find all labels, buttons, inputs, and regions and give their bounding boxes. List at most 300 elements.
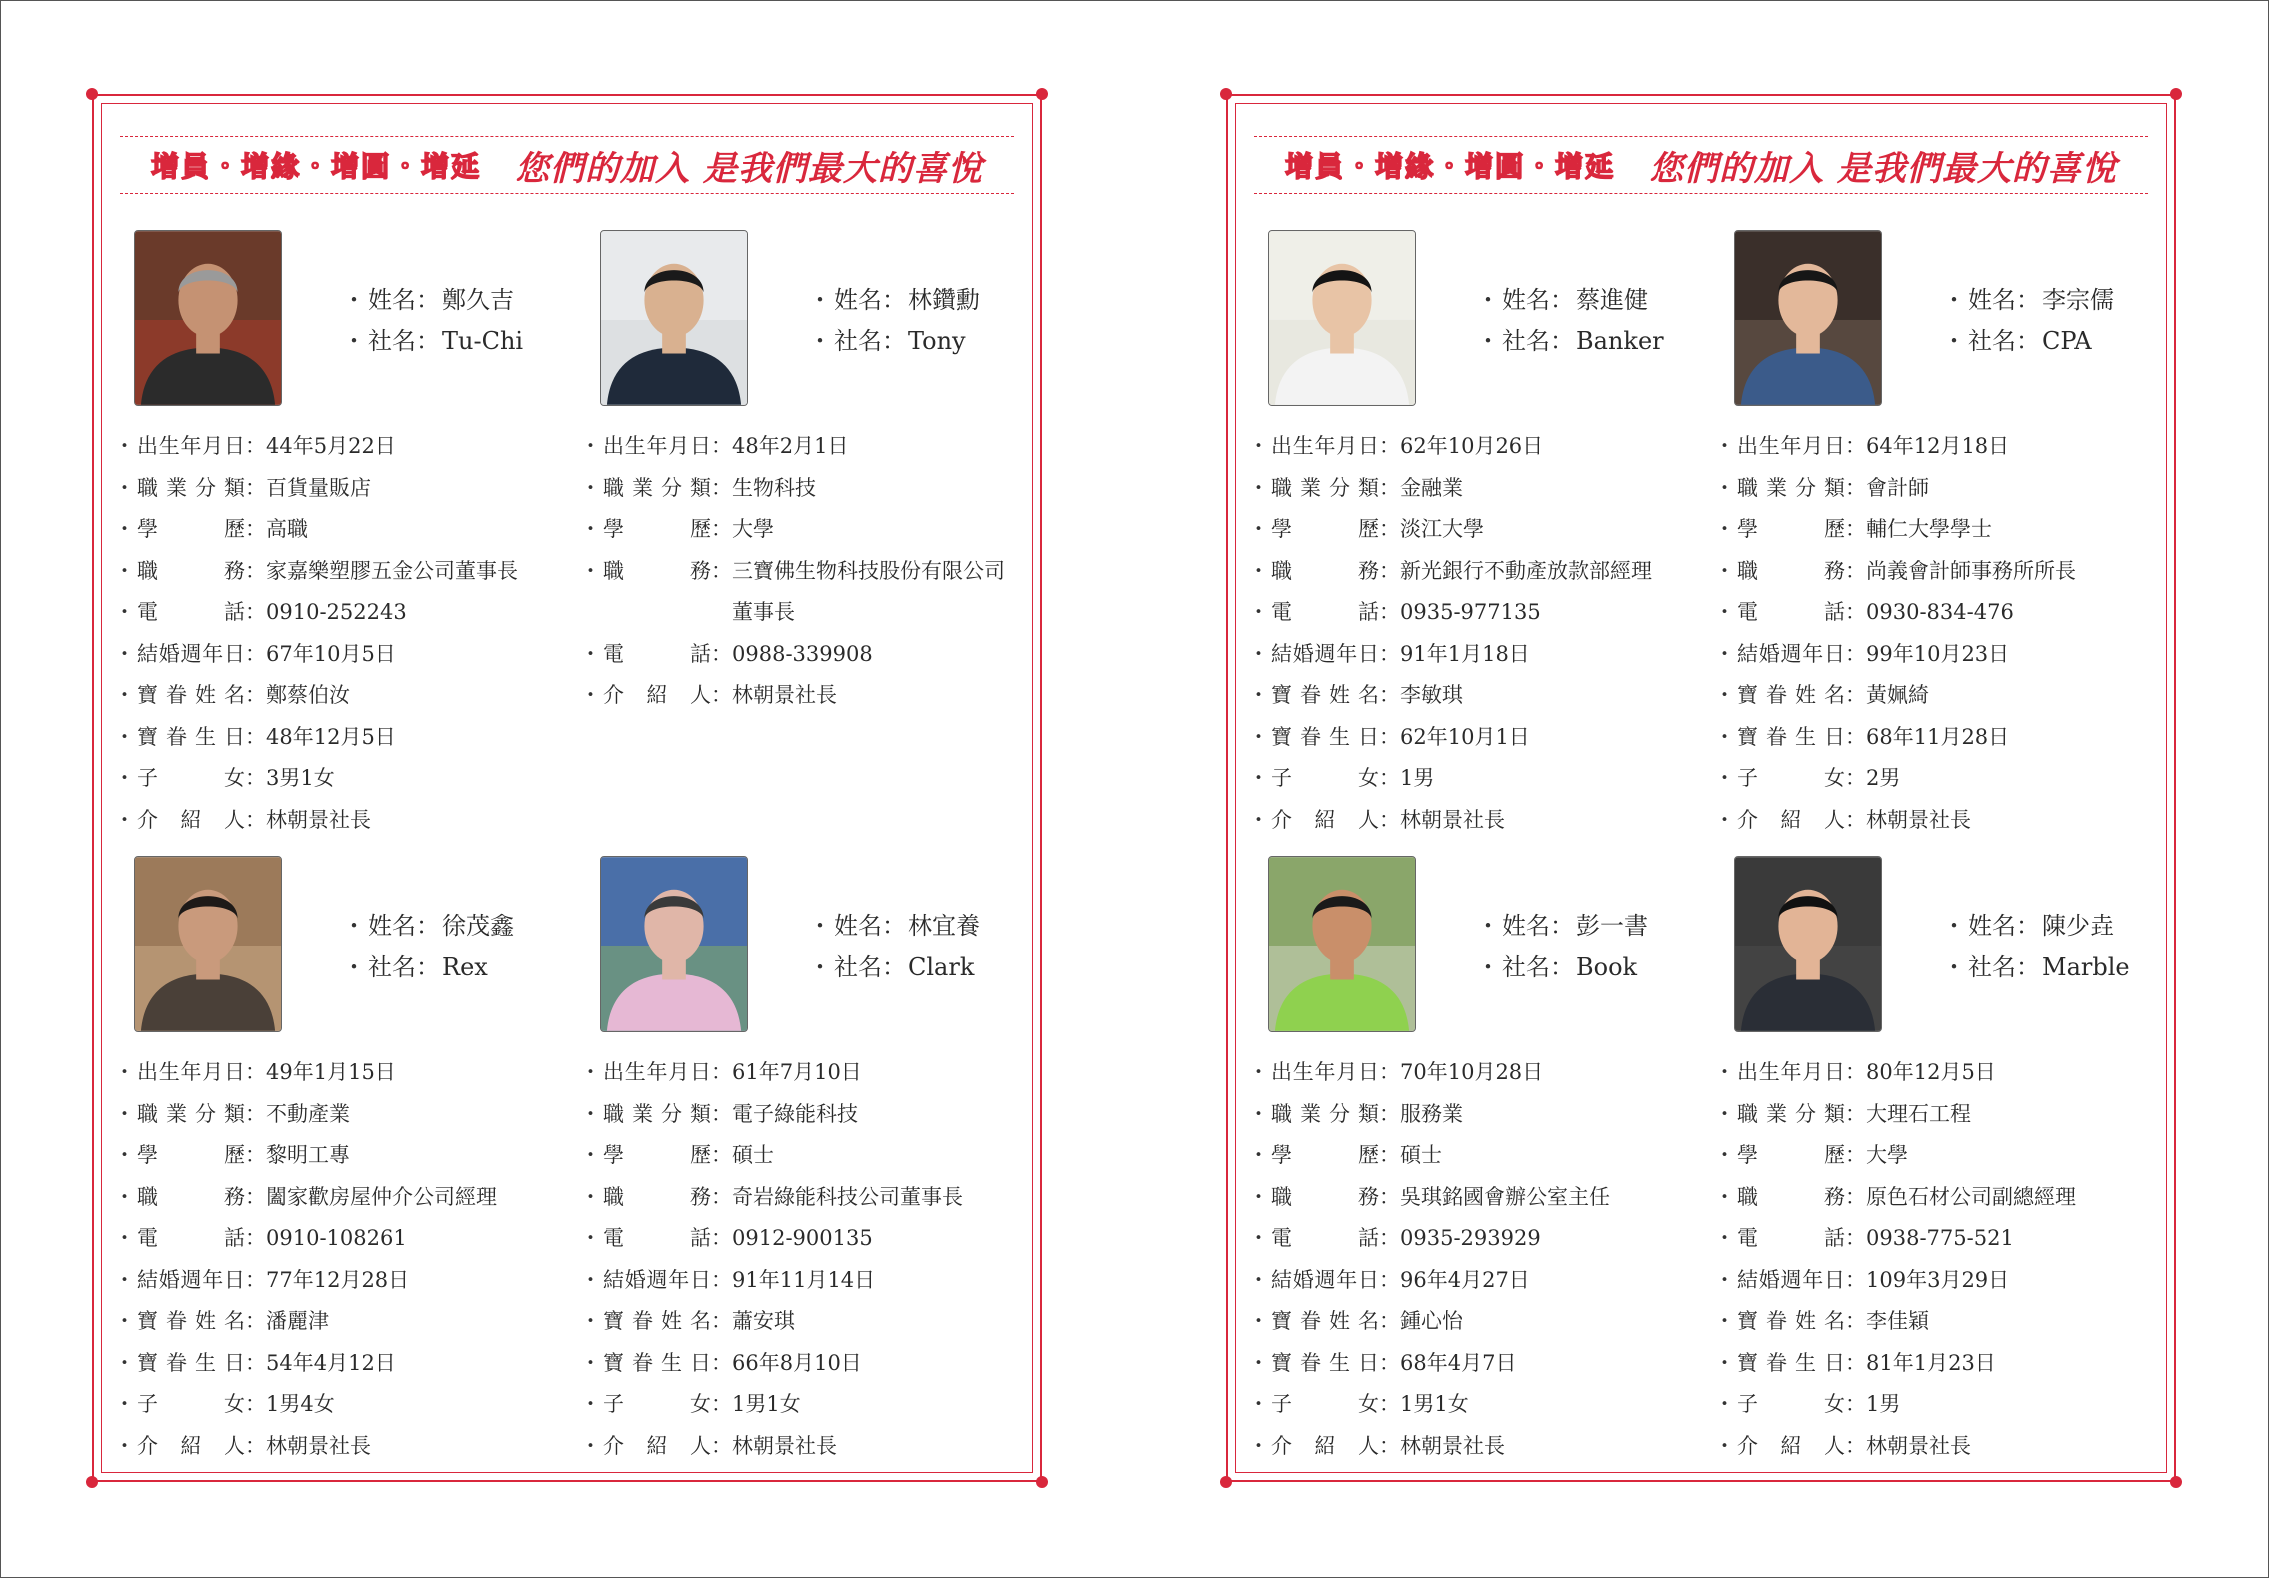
- detail-label-text: 電 話: [137, 600, 245, 624]
- detail-value: 61年7月10日: [732, 1060, 862, 1084]
- member-details: [580, 1052, 1018, 1467]
- detail-label-text: 學 歷: [137, 1143, 245, 1167]
- detail-value: 吳琪銘國會辦公室主任: [1400, 1184, 1610, 1209]
- detail-label-text: 電 話: [1737, 1226, 1845, 1250]
- detail-label-text: 寶 眷 姓 名: [137, 683, 245, 707]
- detail-value: 44年5月22日: [266, 434, 396, 458]
- detail-row-education: [580, 509, 1018, 551]
- detail-row-profession: [580, 468, 1018, 510]
- detail-value: 高職: [266, 517, 308, 541]
- detail-value: 會計師: [1866, 475, 1929, 500]
- detail-row-phone: [1714, 1218, 2152, 1260]
- detail-label-text: 職 務: [603, 558, 711, 583]
- member-club-name: Rex: [442, 953, 488, 981]
- detail-value: 81年1月23日: [1866, 1350, 1996, 1375]
- member-details: [114, 426, 552, 841]
- detail-row-birthday: [1714, 426, 2152, 468]
- name-label: 姓名：: [1968, 912, 2040, 940]
- detail-label: ・ 介 紹 人 ：: [1714, 800, 1866, 842]
- detail-value: 54年4月12日: [266, 1350, 396, 1375]
- club-name-label: 社名：: [1502, 953, 1574, 981]
- detail-value: 李敏琪: [1400, 683, 1463, 707]
- club-name-label: 社名：: [1502, 327, 1574, 355]
- detail-row-position: [114, 1177, 552, 1219]
- banner-slogan: 增員・增緣・增圓・增延: [1285, 150, 1616, 183]
- detail-label: ・ 學 歷 ：: [580, 1135, 732, 1177]
- detail-label: ・ 子 女 ：: [1248, 1384, 1400, 1426]
- member-club-name: Book: [1576, 953, 1638, 981]
- detail-row-position: [580, 551, 1018, 634]
- detail-value: 1男1女: [732, 1392, 801, 1416]
- detail-label: ・ 職 業 分 類 ：: [580, 468, 732, 510]
- detail-row-education: [1248, 509, 1686, 551]
- detail-value: 碩士: [1400, 1143, 1442, 1167]
- detail-label-text: 學 歷: [1737, 1143, 1845, 1167]
- detail-label-text: 出 生 年 月 日: [1737, 1060, 1845, 1084]
- detail-value: 109年3月29日: [1866, 1267, 2010, 1292]
- detail-row-position: [1714, 551, 2152, 593]
- detail-value: 林朝景社長: [1866, 1433, 1971, 1458]
- detail-row-birthday: [1714, 1052, 2152, 1094]
- member-club-name-row: ・社名：Tu-Chi: [342, 327, 524, 355]
- detail-value: 66年8月10日: [732, 1350, 862, 1375]
- club-name-label: 社名：: [368, 327, 440, 355]
- detail-label: ・ 職 業 分 類 ：: [580, 1094, 732, 1136]
- detail-label-text: 寶 眷 姓 名: [1737, 1309, 1845, 1333]
- detail-label: ・ 出 生 年 月 日 ：: [1248, 1052, 1400, 1094]
- detail-label-text: 職 務: [137, 1184, 245, 1209]
- corner-dot: [2170, 88, 2182, 100]
- member-photo: [1268, 230, 1416, 406]
- detail-label-text: 出 生 年 月 日: [137, 1060, 245, 1084]
- detail-row-sponsor: [580, 675, 1018, 717]
- detail-label-text: 出 生 年 月 日: [603, 1060, 711, 1084]
- detail-value: 68年11月28日: [1866, 724, 2010, 749]
- detail-label: ・ 電 話 ：: [580, 1218, 732, 1260]
- detail-value: 林朝景社長: [732, 1433, 837, 1458]
- detail-value: 48年2月1日: [732, 434, 849, 458]
- detail-row-phone: [114, 592, 552, 634]
- member-name: 陳少垚: [2042, 912, 2114, 940]
- detail-value: 黎明工專: [266, 1143, 350, 1167]
- detail-label-text: 學 歷: [603, 517, 711, 541]
- detail-row-spouse-name: [1714, 675, 2152, 717]
- detail-value: 鍾心怡: [1400, 1309, 1463, 1333]
- detail-label: ・ 結 婚 週 年 日 ：: [1248, 1260, 1400, 1302]
- detail-row-anniversary: [1714, 634, 2152, 676]
- detail-value: 0912-900135: [732, 1226, 873, 1250]
- detail-label-text: 職 業 分 類: [1737, 1101, 1845, 1126]
- member-photo: [1268, 856, 1416, 1032]
- detail-label: ・ 學 歷 ：: [1248, 509, 1400, 551]
- member-name: 李宗儒: [2042, 286, 2114, 314]
- detail-label: ・ 寶 眷 生 日 ：: [1714, 717, 1866, 759]
- detail-value: 0988-339908: [732, 641, 873, 666]
- detail-label-text: 子 女: [137, 1392, 245, 1416]
- portrait-image: [1735, 231, 1881, 405]
- corner-dot: [1220, 88, 1232, 100]
- detail-label: ・ 電 話 ：: [1248, 1218, 1400, 1260]
- detail-value: 新光銀行不動產放款部經理: [1400, 558, 1652, 583]
- detail-label-text: 介 紹 人: [603, 683, 711, 707]
- detail-row-children: [1714, 1384, 2152, 1426]
- member-club-name: Tony: [908, 327, 966, 355]
- detail-row-birthday: [114, 1052, 552, 1094]
- detail-label: ・ 結 婚 週 年 日 ：: [580, 1260, 732, 1302]
- detail-value: 1男: [1400, 766, 1435, 790]
- detail-value: 三寶佛生物科技股份有限公司董事長: [732, 558, 1005, 624]
- page-right: [1226, 94, 2176, 1482]
- member-details: [1714, 1052, 2152, 1467]
- member-club-name: Clark: [908, 953, 975, 981]
- detail-row-birthday: [580, 426, 1018, 468]
- detail-row-education: [580, 1135, 1018, 1177]
- detail-label: ・ 電 話 ：: [580, 634, 732, 676]
- detail-label: ・ 職 務 ：: [580, 1177, 732, 1219]
- detail-row-spouse-birthday: [114, 1343, 552, 1385]
- club-name-label: 社名：: [1968, 327, 2040, 355]
- detail-value: 家嘉樂塑膠五金公司董事長: [266, 558, 518, 583]
- member-club-name-row: ・社名：Marble: [1942, 953, 2130, 981]
- member-club-name-row: ・社名：Tony: [808, 327, 966, 355]
- detail-label: ・ 子 女 ：: [1248, 758, 1400, 800]
- detail-label-text: 子 女: [1271, 766, 1379, 790]
- detail-row-anniversary: [1714, 1260, 2152, 1302]
- detail-value: 淡江大學: [1400, 517, 1484, 541]
- banner-welcome-text: 您們的加入 是我們最大的喜悅: [515, 148, 983, 189]
- detail-row-sponsor: [580, 1426, 1018, 1468]
- member-names: [1942, 280, 2114, 362]
- detail-value: 服務業: [1400, 1101, 1463, 1126]
- detail-label: ・ 結 婚 週 年 日 ：: [1714, 1260, 1866, 1302]
- member-name-row: ・姓名：鄭久吉: [342, 286, 514, 314]
- portrait-image: [135, 231, 281, 405]
- detail-value: 64年12月18日: [1866, 434, 2010, 458]
- name-label: 姓名：: [1502, 912, 1574, 940]
- detail-value: 不動產業: [266, 1101, 350, 1126]
- detail-label-text: 寶 眷 姓 名: [603, 1309, 711, 1333]
- detail-row-position: [114, 551, 552, 593]
- member-name-row: ・姓名：林鑽勳: [808, 286, 980, 314]
- detail-label: ・ 結 婚 週 年 日 ：: [114, 634, 266, 676]
- detail-label-text: 寶 眷 姓 名: [1271, 1309, 1379, 1333]
- detail-row-children: [1248, 758, 1686, 800]
- detail-row-profession: [1714, 1094, 2152, 1136]
- member-photo: [134, 230, 282, 406]
- name-label: 姓名：: [834, 912, 906, 940]
- detail-value: 0910-108261: [266, 1226, 407, 1250]
- detail-label-text: 寶 眷 生 日: [1737, 724, 1845, 749]
- detail-label: ・ 介 紹 人 ：: [114, 800, 266, 842]
- detail-row-education: [1714, 509, 2152, 551]
- detail-label-text: 職 業 分 類: [1271, 1101, 1379, 1126]
- detail-label-text: 學 歷: [603, 1143, 711, 1167]
- member-names: [342, 280, 523, 362]
- detail-value: 62年10月1日: [1400, 724, 1530, 749]
- detail-value: 林朝景社長: [1866, 807, 1971, 832]
- detail-label: ・ 出 生 年 月 日 ：: [1248, 426, 1400, 468]
- corner-dot: [2170, 1476, 2182, 1488]
- detail-label: ・ 職 業 分 類 ：: [1248, 468, 1400, 510]
- detail-row-spouse-birthday: [114, 717, 552, 759]
- detail-value: 62年10月26日: [1400, 434, 1544, 458]
- member-name-row: ・姓名：陳少垚: [1942, 912, 2114, 940]
- member-name: 徐茂鑫: [442, 912, 514, 940]
- detail-label: ・ 介 紹 人 ：: [580, 675, 732, 717]
- member-club-name-row: ・社名：CPA: [1942, 327, 2092, 355]
- detail-label: ・ 職 務 ：: [1248, 1177, 1400, 1219]
- detail-value: 0935-977135: [1400, 600, 1541, 624]
- detail-label: ・ 學 歷 ：: [580, 509, 732, 551]
- member-name: 林鑽勳: [908, 286, 980, 314]
- detail-label: ・ 寶 眷 生 日 ：: [1714, 1343, 1866, 1385]
- member-photo: [600, 856, 748, 1032]
- detail-row-phone: [1248, 592, 1686, 634]
- club-name-label: 社名：: [834, 953, 906, 981]
- welcome-banner: [120, 136, 1014, 194]
- detail-label-text: 寶 眷 生 日: [137, 724, 245, 749]
- detail-row-spouse-name: [114, 1301, 552, 1343]
- detail-row-sponsor: [114, 1426, 552, 1468]
- detail-value: 0935-293929: [1400, 1226, 1541, 1250]
- detail-value: 大理石工程: [1866, 1101, 1971, 1126]
- detail-value: 大學: [732, 517, 774, 541]
- name-label: 姓名：: [834, 286, 906, 314]
- detail-label: ・ 寶 眷 生 日 ：: [1248, 1343, 1400, 1385]
- detail-row-spouse-name: [1248, 675, 1686, 717]
- detail-value: 輔仁大學學士: [1866, 517, 1992, 541]
- detail-label: ・ 結 婚 週 年 日 ：: [1248, 634, 1400, 676]
- detail-row-spouse-birthday: [1248, 1343, 1686, 1385]
- detail-row-sponsor: [1248, 1426, 1686, 1468]
- detail-row-profession: [1714, 468, 2152, 510]
- portrait-image: [135, 857, 281, 1031]
- welcome-banner: [1254, 136, 2148, 194]
- detail-label: ・ 寶 眷 生 日 ：: [114, 1343, 266, 1385]
- member-club-name-row: ・社名：Book: [1476, 953, 1638, 981]
- detail-row-profession: [580, 1094, 1018, 1136]
- name-label: 姓名：: [368, 912, 440, 940]
- detail-row-sponsor: [114, 800, 552, 842]
- detail-label-text: 寶 眷 生 日: [137, 1350, 245, 1375]
- detail-row-phone: [114, 1218, 552, 1260]
- corner-dot: [1220, 1476, 1232, 1488]
- detail-label: ・ 職 務 ：: [1714, 551, 1866, 593]
- detail-value: 電子綠能科技: [732, 1101, 858, 1126]
- detail-label: ・ 寶 眷 姓 名 ：: [1714, 675, 1866, 717]
- detail-value: 0910-252243: [266, 600, 407, 624]
- member-names: [808, 906, 980, 988]
- detail-row-spouse-name: [1714, 1301, 2152, 1343]
- detail-label-text: 子 女: [1271, 1392, 1379, 1416]
- detail-label: ・ 學 歷 ：: [1714, 509, 1866, 551]
- detail-row-spouse-birthday: [1248, 717, 1686, 759]
- detail-label-text: 職 務: [137, 558, 245, 583]
- detail-value: 91年1月18日: [1400, 641, 1530, 666]
- detail-label-text: 職 業 分 類: [603, 475, 711, 500]
- detail-label: ・ 職 務 ：: [114, 1177, 266, 1219]
- detail-label: ・ 子 女 ：: [114, 1384, 266, 1426]
- detail-label: ・ 職 業 分 類 ：: [1248, 1094, 1400, 1136]
- detail-label-text: 寶 眷 生 日: [1271, 1350, 1379, 1375]
- detail-label: ・ 介 紹 人 ：: [580, 1426, 732, 1468]
- member-details: [114, 1052, 552, 1467]
- detail-value: 99年10月23日: [1866, 641, 2010, 666]
- detail-label: ・ 電 話 ：: [1714, 1218, 1866, 1260]
- member-club-name: Tu-Chi: [442, 327, 524, 355]
- detail-label-text: 介 紹 人: [137, 1433, 245, 1458]
- portrait-image: [1735, 857, 1881, 1031]
- detail-label: ・ 出 生 年 月 日 ：: [114, 1052, 266, 1094]
- detail-label-text: 結 婚 週 年 日: [1271, 641, 1379, 666]
- detail-label: ・ 介 紹 人 ：: [1714, 1426, 1866, 1468]
- member-names: [1476, 280, 1664, 362]
- member-photo: [1734, 230, 1882, 406]
- detail-value: 鄭蔡伯汝: [266, 683, 350, 707]
- detail-label: ・ 介 紹 人 ：: [1248, 1426, 1400, 1468]
- detail-label-text: 寶 眷 生 日: [1737, 1350, 1845, 1375]
- detail-label-text: 子 女: [1737, 766, 1845, 790]
- detail-value: 1男: [1866, 1392, 1901, 1416]
- corner-dot: [86, 88, 98, 100]
- detail-label: ・ 電 話 ：: [1714, 592, 1866, 634]
- detail-label-text: 電 話: [137, 1226, 245, 1250]
- detail-label: ・ 職 業 分 類 ：: [114, 468, 266, 510]
- member-names: [342, 906, 514, 988]
- detail-label-text: 結 婚 週 年 日: [137, 1267, 245, 1292]
- detail-row-profession: [114, 468, 552, 510]
- detail-value: 林朝景社長: [1400, 807, 1505, 832]
- detail-label-text: 職 業 分 類: [1737, 475, 1845, 500]
- member-name: 鄭久吉: [442, 286, 514, 314]
- detail-value: 李佳穎: [1866, 1309, 1929, 1333]
- club-name-label: 社名：: [834, 327, 906, 355]
- detail-value: 1男4女: [266, 1392, 335, 1416]
- detail-label-text: 學 歷: [1271, 1143, 1379, 1167]
- detail-row-anniversary: [580, 1260, 1018, 1302]
- page-left: [92, 94, 1042, 1482]
- detail-value: 黃姵綺: [1866, 683, 1929, 707]
- detail-row-children: [580, 1384, 1018, 1426]
- detail-label-text: 介 紹 人: [137, 807, 245, 832]
- member-name: 蔡進健: [1576, 286, 1648, 314]
- detail-label: ・ 職 務 ：: [580, 551, 732, 634]
- detail-row-birthday: [580, 1052, 1018, 1094]
- detail-value: 68年4月7日: [1400, 1350, 1517, 1375]
- detail-label-text: 介 紹 人: [1737, 807, 1845, 832]
- detail-label: ・ 子 女 ：: [580, 1384, 732, 1426]
- detail-row-phone: [580, 1218, 1018, 1260]
- detail-label-text: 電 話: [1737, 600, 1845, 624]
- detail-label-text: 寶 眷 生 日: [603, 1350, 711, 1375]
- detail-label: ・ 電 話 ：: [114, 592, 266, 634]
- detail-label: ・ 出 生 年 月 日 ：: [114, 426, 266, 468]
- detail-label-text: 出 生 年 月 日: [1271, 1060, 1379, 1084]
- detail-label: ・ 結 婚 週 年 日 ：: [1714, 634, 1866, 676]
- detail-value: 尚義會計師事務所所長: [1866, 558, 2076, 583]
- detail-label-text: 電 話: [603, 1226, 711, 1250]
- detail-row-anniversary: [1248, 634, 1686, 676]
- detail-label-text: 出 生 年 月 日: [603, 434, 711, 458]
- detail-value: 91年11月14日: [732, 1267, 876, 1292]
- member-photo: [1734, 856, 1882, 1032]
- detail-label: ・ 寶 眷 姓 名 ：: [1248, 1301, 1400, 1343]
- detail-value: 百貨量販店: [266, 475, 371, 500]
- member-club-name-row: ・社名：Clark: [808, 953, 975, 981]
- detail-row-spouse-name: [1248, 1301, 1686, 1343]
- detail-row-education: [1248, 1135, 1686, 1177]
- detail-row-anniversary: [1248, 1260, 1686, 1302]
- detail-row-phone: [580, 634, 1018, 676]
- detail-label-text: 電 話: [603, 641, 711, 666]
- detail-value: 49年1月15日: [266, 1060, 396, 1084]
- detail-row-position: [1714, 1177, 2152, 1219]
- detail-label: ・ 出 生 年 月 日 ：: [1714, 426, 1866, 468]
- detail-label-text: 結 婚 週 年 日: [603, 1267, 711, 1292]
- detail-label-text: 子 女: [603, 1392, 711, 1416]
- banner-welcome-text: 您們的加入 是我們最大的喜悅: [1649, 148, 2117, 189]
- detail-label: ・ 介 紹 人 ：: [1248, 800, 1400, 842]
- detail-value: 77年12月28日: [266, 1267, 410, 1292]
- detail-row-education: [1714, 1135, 2152, 1177]
- detail-row-spouse-name: [580, 1301, 1018, 1343]
- detail-value: 1男1女: [1400, 1392, 1469, 1416]
- detail-value: 0930-834-476: [1866, 600, 2014, 624]
- detail-label-text: 寶 眷 生 日: [1271, 724, 1379, 749]
- club-name-label: 社名：: [1968, 953, 2040, 981]
- detail-row-spouse-birthday: [580, 1343, 1018, 1385]
- detail-label-text: 子 女: [137, 766, 245, 790]
- detail-value: 生物科技: [732, 475, 816, 500]
- detail-row-position: [1248, 551, 1686, 593]
- banner-slogan: 增員・增緣・增圓・增延: [151, 150, 482, 183]
- corner-dot: [1036, 88, 1048, 100]
- detail-row-children: [114, 1384, 552, 1426]
- detail-label: ・ 電 話 ：: [1248, 592, 1400, 634]
- detail-value: 3男1女: [266, 766, 335, 790]
- detail-label-text: 職 務: [1271, 558, 1379, 583]
- detail-label-text: 電 話: [1271, 1226, 1379, 1250]
- detail-row-birthday: [1248, 426, 1686, 468]
- portrait-image: [1269, 857, 1415, 1031]
- detail-row-children: [1714, 758, 2152, 800]
- detail-label-text: 職 業 分 類: [137, 475, 245, 500]
- detail-value: 48年12月5日: [266, 724, 396, 749]
- detail-value: 67年10月5日: [266, 641, 396, 666]
- detail-label: ・ 寶 眷 姓 名 ：: [1714, 1301, 1866, 1343]
- member-details: [1248, 426, 1686, 841]
- detail-label-text: 結 婚 週 年 日: [1737, 1267, 1845, 1292]
- detail-row-sponsor: [1714, 1426, 2152, 1468]
- detail-label: ・ 寶 眷 姓 名 ：: [1248, 675, 1400, 717]
- detail-row-spouse-birthday: [1714, 717, 2152, 759]
- detail-label-text: 電 話: [1271, 600, 1379, 624]
- detail-value: 林朝景社長: [266, 807, 371, 832]
- member-name-row: ・姓名：彭一書: [1476, 912, 1648, 940]
- detail-row-position: [1248, 1177, 1686, 1219]
- member-names: [1942, 906, 2130, 988]
- detail-label: ・ 職 業 分 類 ：: [1714, 468, 1866, 510]
- detail-label-text: 職 務: [1737, 558, 1845, 583]
- detail-label-text: 結 婚 週 年 日: [1271, 1267, 1379, 1292]
- detail-row-spouse-name: [114, 675, 552, 717]
- detail-row-sponsor: [1248, 800, 1686, 842]
- portrait-image: [1269, 231, 1415, 405]
- detail-value: 林朝景社長: [266, 1433, 371, 1458]
- member-details: [1248, 1052, 1686, 1467]
- detail-row-anniversary: [114, 634, 552, 676]
- member-name-row: ・姓名：徐茂鑫: [342, 912, 514, 940]
